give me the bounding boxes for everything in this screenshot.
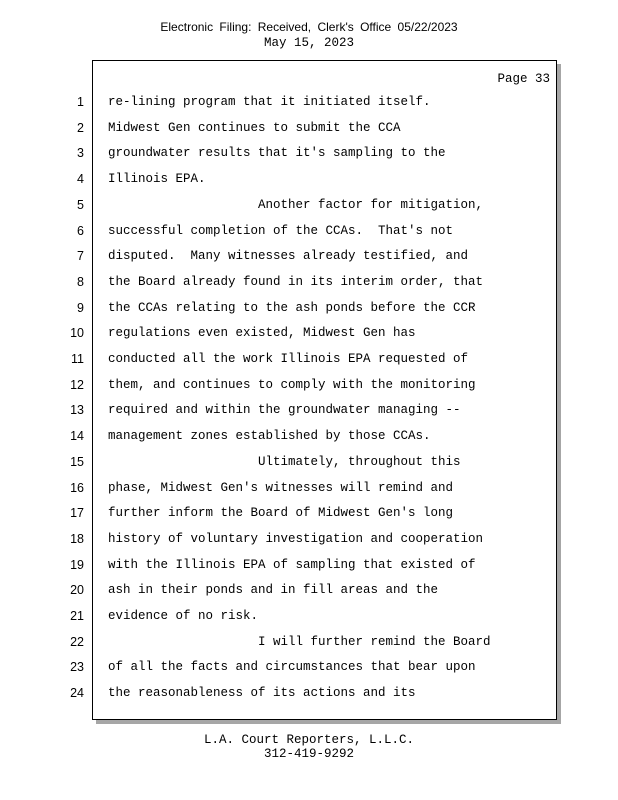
line-number: 14 bbox=[70, 429, 84, 443]
line-text: the reasonableness of its actions and its bbox=[108, 686, 416, 700]
line-number: 12 bbox=[70, 378, 84, 392]
line-number: 8 bbox=[77, 275, 84, 289]
line-number: 16 bbox=[70, 481, 84, 495]
line-text: the CCAs relating to the ash ponds before the CCR bbox=[108, 301, 476, 315]
line-text: re-lining program that it initiated itself. bbox=[108, 95, 431, 109]
line-number: 5 bbox=[77, 198, 84, 212]
line-number: 18 bbox=[70, 532, 84, 546]
line-number: 23 bbox=[70, 660, 84, 674]
reporter-phone: 312-419-9292 bbox=[263, 747, 354, 761]
line-text: Midwest Gen continues to submit the CCA bbox=[108, 121, 401, 135]
line-number: 2 bbox=[77, 121, 84, 135]
line-number: 15 bbox=[70, 455, 84, 469]
line-text: ash in their ponds and in fill areas and the bbox=[108, 583, 439, 597]
line-text: required and within the groundwater managing -- bbox=[108, 403, 461, 417]
line-text: successful completion of the CCAs. That's not bbox=[108, 224, 454, 238]
line-number: 4 bbox=[77, 172, 84, 186]
line-number: 1 bbox=[77, 95, 84, 109]
line-number: 17 bbox=[70, 506, 84, 520]
line-text: I will further remind the Board bbox=[108, 635, 491, 649]
line-number: 6 bbox=[77, 224, 84, 238]
line-number: 22 bbox=[70, 635, 84, 649]
line-number: 11 bbox=[71, 352, 84, 366]
line-number: 9 bbox=[77, 301, 84, 315]
line-text: the Board already found in its interim order, that bbox=[108, 275, 484, 289]
line-number: 7 bbox=[77, 249, 84, 263]
line-text: disputed. Many witnesses already testified, and bbox=[108, 249, 469, 263]
line-text: management zones established by those CCAs. bbox=[108, 429, 431, 443]
line-text: of all the facts and circumstances that bear upon bbox=[108, 660, 476, 674]
line-text: Illinois EPA. bbox=[108, 172, 206, 186]
line-text: groundwater results that it's sampling to the bbox=[108, 146, 446, 160]
line-text: Another factor for mitigation, bbox=[108, 198, 484, 212]
line-number: 24 bbox=[70, 686, 84, 700]
line-number: 3 bbox=[77, 146, 84, 160]
line-number: 20 bbox=[70, 583, 84, 597]
line-text: conducted all the work Illinois EPA requested of bbox=[108, 352, 469, 366]
page-number: Page 33 bbox=[497, 72, 550, 86]
line-text: phase, Midwest Gen's witnesses will remind and bbox=[108, 481, 454, 495]
line-text: them, and continues to comply with the monitoring bbox=[108, 378, 476, 392]
line-text: evidence of no risk. bbox=[108, 609, 259, 623]
line-text: regulations even existed, Midwest Gen has bbox=[108, 326, 416, 340]
reporter-company: L.A. Court Reporters, L.L.C. bbox=[203, 733, 415, 747]
line-text: Ultimately, throughout this bbox=[108, 455, 461, 469]
line-text: history of voluntary investigation and cooperation bbox=[108, 532, 484, 546]
transcript-date: May 15, 2023 bbox=[263, 36, 354, 50]
line-number: 21 bbox=[70, 609, 84, 623]
filing-stamp: Electronic Filing: Received, Clerk's Office 05/22/2023 bbox=[160, 20, 458, 34]
line-text: with the Illinois EPA of sampling that existed of bbox=[108, 558, 476, 572]
line-number: 19 bbox=[70, 558, 84, 572]
line-number: 10 bbox=[70, 326, 84, 340]
line-text: further inform the Board of Midwest Gen's long bbox=[108, 506, 454, 520]
line-number: 13 bbox=[70, 403, 84, 417]
